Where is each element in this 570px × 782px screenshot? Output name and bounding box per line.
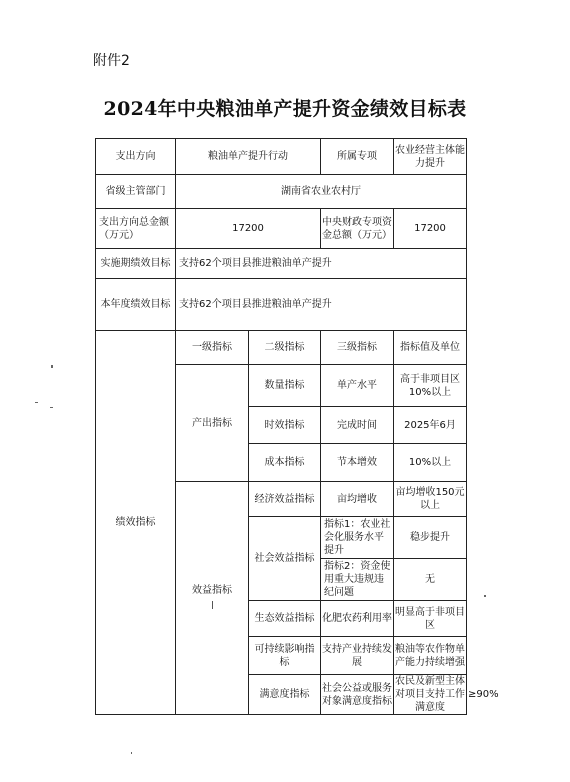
value-cell: 高于非项目区10%以上 — [394, 365, 467, 407]
scan-speck — [35, 402, 38, 403]
output-indicator-label: 产出指标 — [176, 365, 249, 482]
level2-cell: 社会公益或服务对象满意度指标 — [321, 675, 394, 715]
attachment-label: 附件2 — [93, 53, 130, 69]
level2-cell: 生态效益指标 — [249, 601, 321, 637]
period-target-label: 实施期绩效目标 — [96, 249, 176, 279]
level3-cell: 化肥农药利用率 — [321, 601, 394, 637]
level2-cell: 经济效益指标 — [249, 482, 321, 517]
benefit-indicator-cell — [176, 482, 249, 715]
value-cell: 稳步提升 — [394, 517, 467, 559]
scan-speck — [484, 595, 486, 597]
level2-cell: 数量指标 — [249, 365, 321, 407]
col-level3-header: 三级指标 — [321, 331, 394, 365]
level3-cell: 完成时间 — [321, 407, 394, 444]
central-value: 17200 — [394, 209, 467, 249]
direction-value: 粮油单产提升行动 — [176, 139, 321, 175]
value-cell: 粮油等农作物单产能力持续增强 — [394, 637, 467, 675]
col-level1-header: 一级指标 — [176, 331, 249, 365]
value-cell: 10%以上 — [394, 444, 467, 482]
value-cell: 2025年6月 — [394, 407, 467, 444]
direction-label: 支出方向 — [96, 139, 176, 175]
level3-cell: 支持产业持续发展 — [321, 637, 394, 675]
scan-speck — [131, 752, 132, 754]
project-label: 所属专项 — [321, 139, 394, 175]
period-target-value: 支持62个项目县推进粮油单产提升 — [176, 249, 467, 279]
dept-value: 湖南省农业农村厅 — [176, 175, 467, 209]
performance-target-table: 支出方向 粮油单产提升行动 所属专项 农业经营主体能力提升 省级主管部门 湖南省农业农村厅 支出方向总金额（万元） 17200 中央财政专项资金总额（万元） 17200 实施期绩效目标 支持62个项目县推进粮油单产提升 本年度绩效目标 支持62个项目县推进粮油单产提升 绩效指标 一级指标 二级指标 三级指标 指标值及单位 产出指标 数量指标 单产水平 高于非项目区10%以上 时效指标 完成时间 2025年6月 成本指标 节本增效 10%以上 效益指标 经济效益指标 亩均增收 亩均增收150元以上 社会效益指标 指标1：农业社会化服务水平提升 稳步提升 指标2：资金使用重大违规违纪问题 无 生态效益指标 化肥农药利用率 明显高于非项目区 可持续影响指标 支持产业持续发展 粮油等农作物单产能力持续增强 满意度指标 社会公益或服务对象满意度指标 农民及新型主体对项目支持工作满意度 ≥90% — [95, 138, 467, 715]
annual-target-value: 支持62个项目县推进粮油单产提升 — [176, 279, 467, 331]
value-cell: 亩均增收150元以上 — [394, 482, 467, 517]
scan-speck — [50, 407, 53, 408]
value-cell: 明显高于非项目区 — [394, 601, 467, 637]
indicators-section-label: 绩效指标 — [96, 331, 176, 715]
col-value-header: 指标值及单位 — [394, 331, 467, 365]
total-label: 支出方向总金额（万元） — [96, 209, 176, 249]
level2-cell: 可持续影响指标 — [249, 637, 321, 675]
value-cell: 无 — [394, 559, 467, 601]
level3-cell: 农民及新型主体对项目支持工作满意度 — [395, 676, 465, 713]
level3-cell: 单产水平 — [321, 365, 394, 407]
level2-cell: 时效指标 — [249, 407, 321, 444]
ink-mark — [212, 601, 213, 609]
level2-cell: 成本指标 — [249, 444, 321, 482]
central-label: 中央财政专项资金总额（万元） — [321, 209, 394, 249]
annual-target-label: 本年度绩效目标 — [96, 279, 176, 331]
level3-cell: 节本增效 — [321, 444, 394, 482]
project-value: 农业经营主体能力提升 — [394, 139, 467, 175]
dept-label: 省级主管部门 — [96, 175, 176, 209]
benefit-indicator-label: 效益指标 — [192, 584, 232, 596]
level3-cell: 亩均增收 — [321, 482, 394, 517]
level3-cell: 指标2：资金使用重大违规违纪问题 — [321, 559, 394, 601]
page-title: 2024年中央粮油单产提升资金绩效目标表 — [103, 98, 467, 120]
level3-cell: 指标1：农业社会化服务水平提升 — [321, 517, 394, 559]
total-value: 17200 — [176, 209, 321, 249]
satisfaction-indicator-label: 满意度指标 — [249, 675, 321, 715]
level2-cell: 社会效益指标 — [249, 517, 321, 601]
col-level2-header: 二级指标 — [249, 331, 321, 365]
scan-speck — [51, 365, 53, 368]
